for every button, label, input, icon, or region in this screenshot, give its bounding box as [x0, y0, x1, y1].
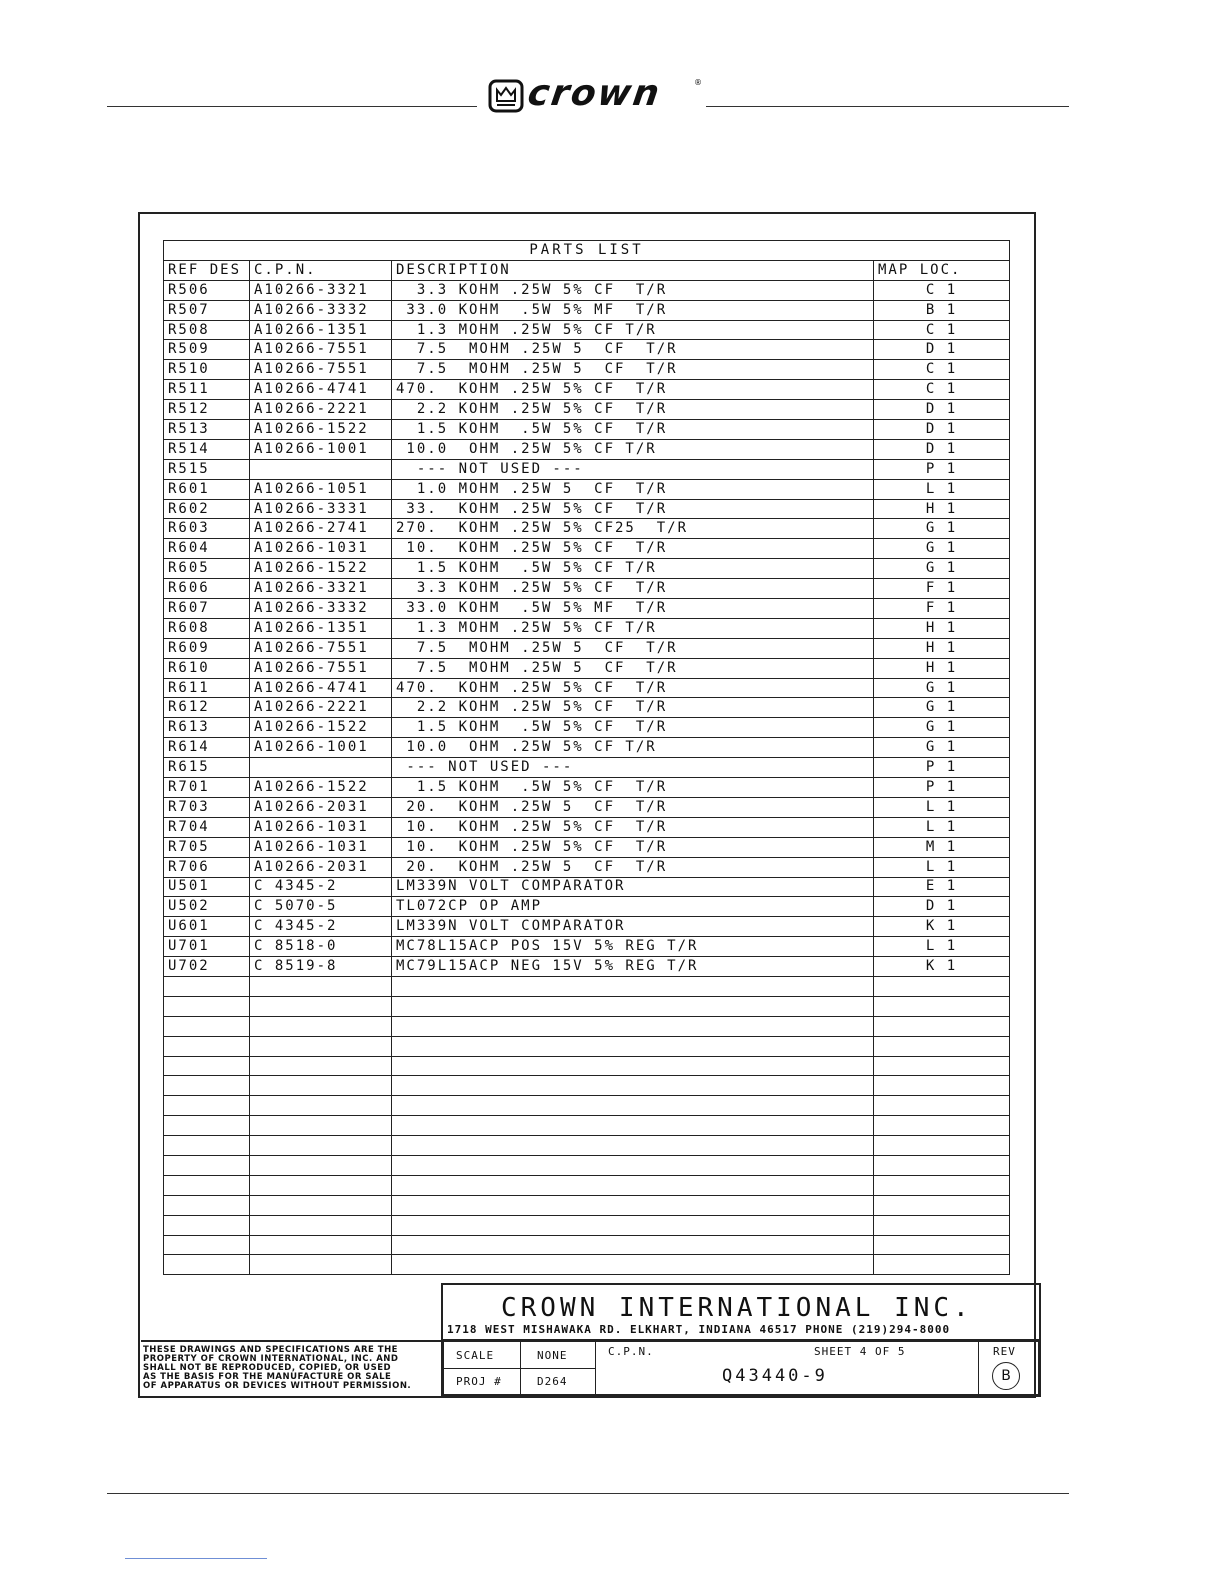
- empty-table-row: [164, 1255, 1010, 1275]
- empty-cell: [392, 996, 874, 1016]
- cell-description: 10. KOHM .25W 5% CF T/R: [392, 539, 874, 559]
- proj-label: PROJ #: [456, 1375, 502, 1388]
- cell-ref-des: R704: [164, 817, 250, 837]
- cell-ref-des: R606: [164, 579, 250, 599]
- empty-cell: [874, 1116, 1010, 1136]
- table-row: [164, 400, 1010, 420]
- empty-cell: [874, 1136, 1010, 1156]
- cell-map-loc: D 1: [874, 420, 1010, 440]
- cell-cpn: C 8519-8: [250, 957, 392, 977]
- brand-name: crown: [525, 73, 664, 114]
- cell-ref-des: U501: [164, 877, 250, 897]
- cell-description: 7.5 MOHM .25W 5 CF T/R: [392, 360, 874, 380]
- column-header-ref-des: REF DES: [164, 260, 250, 280]
- table-row: [164, 320, 1010, 340]
- empty-cell: [874, 1096, 1010, 1116]
- empty-cell: [392, 1215, 874, 1235]
- cell-map-loc: G 1: [874, 539, 1010, 559]
- cell-cpn: A10266-3331: [250, 499, 392, 519]
- cell-ref-des: R614: [164, 738, 250, 758]
- cell-description: 33.0 KOHM .5W 5% MF T/R: [392, 599, 874, 619]
- empty-cell: [392, 1056, 874, 1076]
- empty-cell: [164, 1215, 250, 1235]
- cell-ref-des: R602: [164, 499, 250, 519]
- cell-map-loc: P 1: [874, 459, 1010, 479]
- cell-cpn: A10266-1001: [250, 439, 392, 459]
- cell-cpn: A10266-2741: [250, 519, 392, 539]
- cell-description: 1.5 KOHM .5W 5% CF T/R: [392, 718, 874, 738]
- cell-map-loc: F 1: [874, 579, 1010, 599]
- table-header-row: [164, 260, 1010, 280]
- empty-cell: [250, 1076, 392, 1096]
- cell-ref-des: R705: [164, 837, 250, 857]
- cell-map-loc: L 1: [874, 857, 1010, 877]
- empty-cell: [392, 1195, 874, 1215]
- cell-cpn: C 8518-0: [250, 937, 392, 957]
- empty-cell: [164, 1235, 250, 1255]
- cell-description: 1.5 KOHM .5W 5% CF T/R: [392, 420, 874, 440]
- cell-map-loc: G 1: [874, 698, 1010, 718]
- empty-table-row: [164, 1056, 1010, 1076]
- proprietary-notice: THESE DRAWINGS AND SPECIFICATIONS ARE THE PROPERTY OF CROWN INTERNATIONAL, INC. AND SHALL NOT BE REPRODUCED, COPIED, OR USED AS THE BASIS FOR THE MANUFACTURE OR SALE OF APPARATUS OR DEVICES WITHOUT PERMISSION.: [143, 1345, 412, 1391]
- cell-cpn: A10266-2221: [250, 698, 392, 718]
- cell-description: 7.5 MOHM .25W 5 CF T/R: [392, 658, 874, 678]
- cell-description: 3.3 KOHM .25W 5% CF T/R: [392, 579, 874, 599]
- empty-cell: [392, 976, 874, 996]
- drawing-number: Q43440-9: [722, 1366, 828, 1386]
- footer-rule: [107, 1493, 1069, 1494]
- cell-description: --- NOT USED ---: [392, 459, 874, 479]
- table-row: [164, 539, 1010, 559]
- empty-cell: [392, 1235, 874, 1255]
- empty-table-row: [164, 976, 1010, 996]
- cell-map-loc: L 1: [874, 937, 1010, 957]
- cell-ref-des: R610: [164, 658, 250, 678]
- empty-table-row: [164, 1235, 1010, 1255]
- proj-value: D264: [537, 1375, 568, 1388]
- cell-ref-des: R613: [164, 718, 250, 738]
- empty-cell: [164, 1175, 250, 1195]
- cell-cpn: A10266-1351: [250, 320, 392, 340]
- cell-description: LM339N VOLT COMPARATOR: [392, 877, 874, 897]
- cell-ref-des: R607: [164, 599, 250, 619]
- empty-cell: [874, 1215, 1010, 1235]
- empty-cell: [392, 1136, 874, 1156]
- empty-cell: [392, 1016, 874, 1036]
- cell-description: 20. KOHM .25W 5 CF T/R: [392, 857, 874, 877]
- sheet-number: SHEET 4 OF 5: [814, 1345, 906, 1358]
- empty-cell: [250, 1235, 392, 1255]
- cell-description: 33. KOHM .25W 5% CF T/R: [392, 499, 874, 519]
- cell-ref-des: R512: [164, 400, 250, 420]
- cell-ref-des: R701: [164, 778, 250, 798]
- cell-map-loc: G 1: [874, 519, 1010, 539]
- cell-cpn: A10266-2221: [250, 400, 392, 420]
- cell-cpn: A10266-1351: [250, 618, 392, 638]
- table-row: [164, 479, 1010, 499]
- empty-cell: [164, 976, 250, 996]
- table-row: [164, 797, 1010, 817]
- empty-cell: [874, 1235, 1010, 1255]
- empty-cell: [874, 1076, 1010, 1096]
- cell-cpn: A10266-1031: [250, 837, 392, 857]
- empty-table-row: [164, 1036, 1010, 1056]
- empty-cell: [250, 996, 392, 1016]
- table-row: [164, 778, 1010, 798]
- cell-description: 2.2 KOHM .25W 5% CF T/R: [392, 698, 874, 718]
- empty-cell: [874, 1255, 1010, 1275]
- cell-ref-des: R514: [164, 439, 250, 459]
- empty-cell: [164, 1076, 250, 1096]
- table-row: [164, 280, 1010, 300]
- cell-ref-des: R513: [164, 420, 250, 440]
- empty-cell: [164, 1056, 250, 1076]
- cell-map-loc: K 1: [874, 917, 1010, 937]
- cell-description: 10.0 OHM .25W 5% CF T/R: [392, 439, 874, 459]
- table-row: [164, 459, 1010, 479]
- cell-map-loc: C 1: [874, 360, 1010, 380]
- title-block: [441, 1283, 1041, 1397]
- cell-description: 2.2 KOHM .25W 5% CF T/R: [392, 400, 874, 420]
- cell-map-loc: G 1: [874, 718, 1010, 738]
- cell-cpn: A10266-1522: [250, 778, 392, 798]
- cell-cpn: A10266-7551: [250, 360, 392, 380]
- table-row: [164, 738, 1010, 758]
- empty-cell: [392, 1175, 874, 1195]
- crown-logo: [488, 73, 703, 114]
- cell-cpn: A10266-1001: [250, 738, 392, 758]
- cell-map-loc: G 1: [874, 738, 1010, 758]
- cell-cpn: C 5070-5: [250, 897, 392, 917]
- table-row: [164, 559, 1010, 579]
- column-header-cpn: C.P.N.: [250, 260, 392, 280]
- cell-map-loc: H 1: [874, 658, 1010, 678]
- cell-cpn: C 4345-2: [250, 917, 392, 937]
- empty-cell: [250, 1255, 392, 1275]
- cell-map-loc: L 1: [874, 797, 1010, 817]
- table-row: [164, 658, 1010, 678]
- cell-description: TL072CP OP AMP: [392, 897, 874, 917]
- table-row: [164, 638, 1010, 658]
- cell-description: 7.5 MOHM .25W 5 CF T/R: [392, 638, 874, 658]
- cell-ref-des: R608: [164, 618, 250, 638]
- cell-description: 270. KOHM .25W 5% CF25 T/R: [392, 519, 874, 539]
- cell-cpn: A10266-7551: [250, 638, 392, 658]
- cell-description: 1.5 KOHM .5W 5% CF T/R: [392, 778, 874, 798]
- empty-cell: [392, 1116, 874, 1136]
- table-row: [164, 897, 1010, 917]
- cell-cpn: A10266-3332: [250, 300, 392, 320]
- cell-description: 10. KOHM .25W 5% CF T/R: [392, 837, 874, 857]
- proj-label-cell: [443, 1368, 521, 1395]
- cell-description: 470. KOHM .25W 5% CF T/R: [392, 678, 874, 698]
- empty-cell: [392, 1036, 874, 1056]
- cell-ref-des: R515: [164, 459, 250, 479]
- cell-description: 1.3 MOHM .25W 5% CF T/R: [392, 618, 874, 638]
- empty-cell: [164, 996, 250, 1016]
- scale-value-cell: [520, 1341, 596, 1369]
- cell-description: 3.3 KOHM .25W 5% CF T/R: [392, 280, 874, 300]
- empty-table-row: [164, 1215, 1010, 1235]
- cell-cpn: A10266-1522: [250, 420, 392, 440]
- cell-cpn: A10266-1522: [250, 718, 392, 738]
- table-row: [164, 957, 1010, 977]
- cell-map-loc: L 1: [874, 817, 1010, 837]
- empty-cell: [250, 976, 392, 996]
- cell-map-loc: E 1: [874, 877, 1010, 897]
- table-row: [164, 837, 1010, 857]
- cell-cpn: A10266-3321: [250, 579, 392, 599]
- cell-cpn: A10266-4741: [250, 380, 392, 400]
- empty-cell: [164, 1116, 250, 1136]
- cell-map-loc: M 1: [874, 837, 1010, 857]
- empty-cell: [250, 1016, 392, 1036]
- cell-ref-des: R612: [164, 698, 250, 718]
- empty-cell: [164, 1096, 250, 1116]
- cell-ref-des: R611: [164, 678, 250, 698]
- empty-table-row: [164, 1136, 1010, 1156]
- table-row: [164, 300, 1010, 320]
- cell-map-loc: K 1: [874, 957, 1010, 977]
- empty-table-row: [164, 1076, 1010, 1096]
- empty-cell: [250, 1116, 392, 1136]
- cell-ref-des: R508: [164, 320, 250, 340]
- parts-list-body: [164, 280, 1010, 1275]
- empty-table-row: [164, 996, 1010, 1016]
- cell-ref-des: R609: [164, 638, 250, 658]
- table-row: [164, 360, 1010, 380]
- empty-cell: [250, 1096, 392, 1116]
- empty-cell: [874, 1195, 1010, 1215]
- cell-cpn: A10266-1051: [250, 479, 392, 499]
- empty-cell: [874, 1155, 1010, 1175]
- cell-cpn: A10266-1522: [250, 559, 392, 579]
- table-row: [164, 618, 1010, 638]
- cell-ref-des: R615: [164, 758, 250, 778]
- cell-ref-des: R706: [164, 857, 250, 877]
- cell-cpn: A10266-3332: [250, 599, 392, 619]
- column-header-map-loc: MAP LOC.: [874, 260, 1010, 280]
- empty-table-row: [164, 1175, 1010, 1195]
- cell-ref-des: U502: [164, 897, 250, 917]
- cell-cpn: A10266-1031: [250, 817, 392, 837]
- cell-ref-des: R511: [164, 380, 250, 400]
- scale-value: NONE: [537, 1349, 568, 1362]
- empty-cell: [392, 1255, 874, 1275]
- cell-ref-des: R509: [164, 340, 250, 360]
- empty-table-row: [164, 1016, 1010, 1036]
- cell-map-loc: C 1: [874, 320, 1010, 340]
- cpn-label: C.P.N.: [608, 1345, 654, 1358]
- cell-map-loc: H 1: [874, 499, 1010, 519]
- empty-cell: [250, 1056, 392, 1076]
- rev-value: B: [992, 1362, 1020, 1390]
- cell-map-loc: D 1: [874, 340, 1010, 360]
- empty-cell: [250, 1036, 392, 1056]
- cell-description: 1.3 MOHM .25W 5% CF T/R: [392, 320, 874, 340]
- table-row: [164, 718, 1010, 738]
- cell-cpn: A10266-1031: [250, 539, 392, 559]
- cell-map-loc: C 1: [874, 380, 1010, 400]
- company-name: CROWN INTERNATIONAL INC.: [501, 1293, 973, 1323]
- empty-cell: [164, 1155, 250, 1175]
- parts-list-table: [163, 240, 1010, 1275]
- cell-description: 470. KOHM .25W 5% CF T/R: [392, 380, 874, 400]
- cell-description: 33.0 KOHM .5W 5% MF T/R: [392, 300, 874, 320]
- cell-cpn: A10266-7551: [250, 340, 392, 360]
- registered-mark: ®: [694, 78, 702, 87]
- table-row: [164, 758, 1010, 778]
- table-title-row: [164, 241, 1010, 261]
- crown-icon: [488, 79, 524, 113]
- cell-cpn: A10266-2031: [250, 857, 392, 877]
- table-row: [164, 380, 1010, 400]
- table-row: [164, 519, 1010, 539]
- footer-link-underline: [125, 1558, 267, 1559]
- cell-description: 1.5 KOHM .5W 5% CF T/R: [392, 559, 874, 579]
- empty-cell: [250, 1155, 392, 1175]
- cell-ref-des: R510: [164, 360, 250, 380]
- cell-map-loc: G 1: [874, 678, 1010, 698]
- header-rule-right: [706, 106, 1069, 107]
- cell-map-loc: H 1: [874, 618, 1010, 638]
- cell-cpn: A10266-2031: [250, 797, 392, 817]
- empty-cell: [874, 1175, 1010, 1195]
- table-row: [164, 340, 1010, 360]
- cell-map-loc: P 1: [874, 778, 1010, 798]
- cell-map-loc: L 1: [874, 479, 1010, 499]
- cell-description: MC78L15ACP POS 15V 5% REG T/R: [392, 937, 874, 957]
- cell-map-loc: C 1: [874, 280, 1010, 300]
- empty-cell: [250, 1215, 392, 1235]
- cell-ref-des: U702: [164, 957, 250, 977]
- cell-map-loc: H 1: [874, 638, 1010, 658]
- table-row: [164, 420, 1010, 440]
- cell-map-loc: G 1: [874, 559, 1010, 579]
- cpn-cell: [595, 1341, 979, 1395]
- cell-map-loc: D 1: [874, 439, 1010, 459]
- cell-cpn: A10266-3321: [250, 280, 392, 300]
- cell-ref-des: R603: [164, 519, 250, 539]
- rev-label: REV: [993, 1345, 1016, 1358]
- empty-cell: [164, 1195, 250, 1215]
- table-row: [164, 599, 1010, 619]
- column-header-description: DESCRIPTION: [392, 260, 874, 280]
- cell-description: MC79L15ACP NEG 15V 5% REG T/R: [392, 957, 874, 977]
- cell-description: 10. KOHM .25W 5% CF T/R: [392, 817, 874, 837]
- company-address: 1718 WEST MISHAWAKA RD. ELKHART, INDIANA 46517 PHONE (219)294-8000: [447, 1323, 951, 1336]
- empty-table-row: [164, 1155, 1010, 1175]
- proj-value-cell: [520, 1368, 596, 1395]
- cell-cpn: A10266-4741: [250, 678, 392, 698]
- cell-ref-des: U601: [164, 917, 250, 937]
- scale-label: SCALE: [456, 1349, 495, 1362]
- cell-ref-des: R605: [164, 559, 250, 579]
- cell-description: 10.0 OHM .25W 5% CF T/R: [392, 738, 874, 758]
- cell-cpn: A10266-7551: [250, 658, 392, 678]
- table-row: [164, 877, 1010, 897]
- table-row: [164, 439, 1010, 459]
- table-row: [164, 499, 1010, 519]
- cell-map-loc: P 1: [874, 758, 1010, 778]
- table-row: [164, 678, 1010, 698]
- cell-ref-des: R604: [164, 539, 250, 559]
- empty-cell: [392, 1155, 874, 1175]
- cell-ref-des: R703: [164, 797, 250, 817]
- empty-cell: [874, 1016, 1010, 1036]
- table-row: [164, 917, 1010, 937]
- empty-cell: [874, 996, 1010, 1016]
- cell-description: LM339N VOLT COMPARATOR: [392, 917, 874, 937]
- cell-ref-des: U701: [164, 937, 250, 957]
- notice-divider: [141, 1340, 443, 1342]
- empty-cell: [250, 1195, 392, 1215]
- table-row: [164, 857, 1010, 877]
- cell-ref-des: R601: [164, 479, 250, 499]
- table-row: [164, 817, 1010, 837]
- cell-cpn: C 4345-2: [250, 877, 392, 897]
- cell-cpn: [250, 459, 392, 479]
- header-rule-left: [107, 106, 477, 107]
- cell-description: 7.5 MOHM .25W 5 CF T/R: [392, 340, 874, 360]
- empty-cell: [250, 1175, 392, 1195]
- cell-map-loc: D 1: [874, 400, 1010, 420]
- cell-description: --- NOT USED ---: [392, 758, 874, 778]
- empty-cell: [164, 1136, 250, 1156]
- cell-map-loc: F 1: [874, 599, 1010, 619]
- empty-cell: [874, 1036, 1010, 1056]
- empty-cell: [164, 1255, 250, 1275]
- cell-ref-des: R506: [164, 280, 250, 300]
- empty-table-row: [164, 1116, 1010, 1136]
- empty-cell: [392, 1076, 874, 1096]
- cell-description: 20. KOHM .25W 5 CF T/R: [392, 797, 874, 817]
- empty-cell: [164, 1016, 250, 1036]
- cell-ref-des: R507: [164, 300, 250, 320]
- cell-map-loc: B 1: [874, 300, 1010, 320]
- empty-cell: [164, 1036, 250, 1056]
- empty-table-row: [164, 1195, 1010, 1215]
- cell-cpn: [250, 758, 392, 778]
- table-row: [164, 937, 1010, 957]
- table-title: PARTS LIST: [164, 241, 1010, 261]
- cell-description: 1.0 MOHM .25W 5 CF T/R: [392, 479, 874, 499]
- empty-cell: [392, 1096, 874, 1116]
- table-row: [164, 698, 1010, 718]
- empty-cell: [874, 1056, 1010, 1076]
- empty-cell: [250, 1136, 392, 1156]
- scale-label-cell: [443, 1341, 521, 1369]
- empty-cell: [874, 976, 1010, 996]
- empty-table-row: [164, 1096, 1010, 1116]
- cell-map-loc: D 1: [874, 897, 1010, 917]
- table-row: [164, 579, 1010, 599]
